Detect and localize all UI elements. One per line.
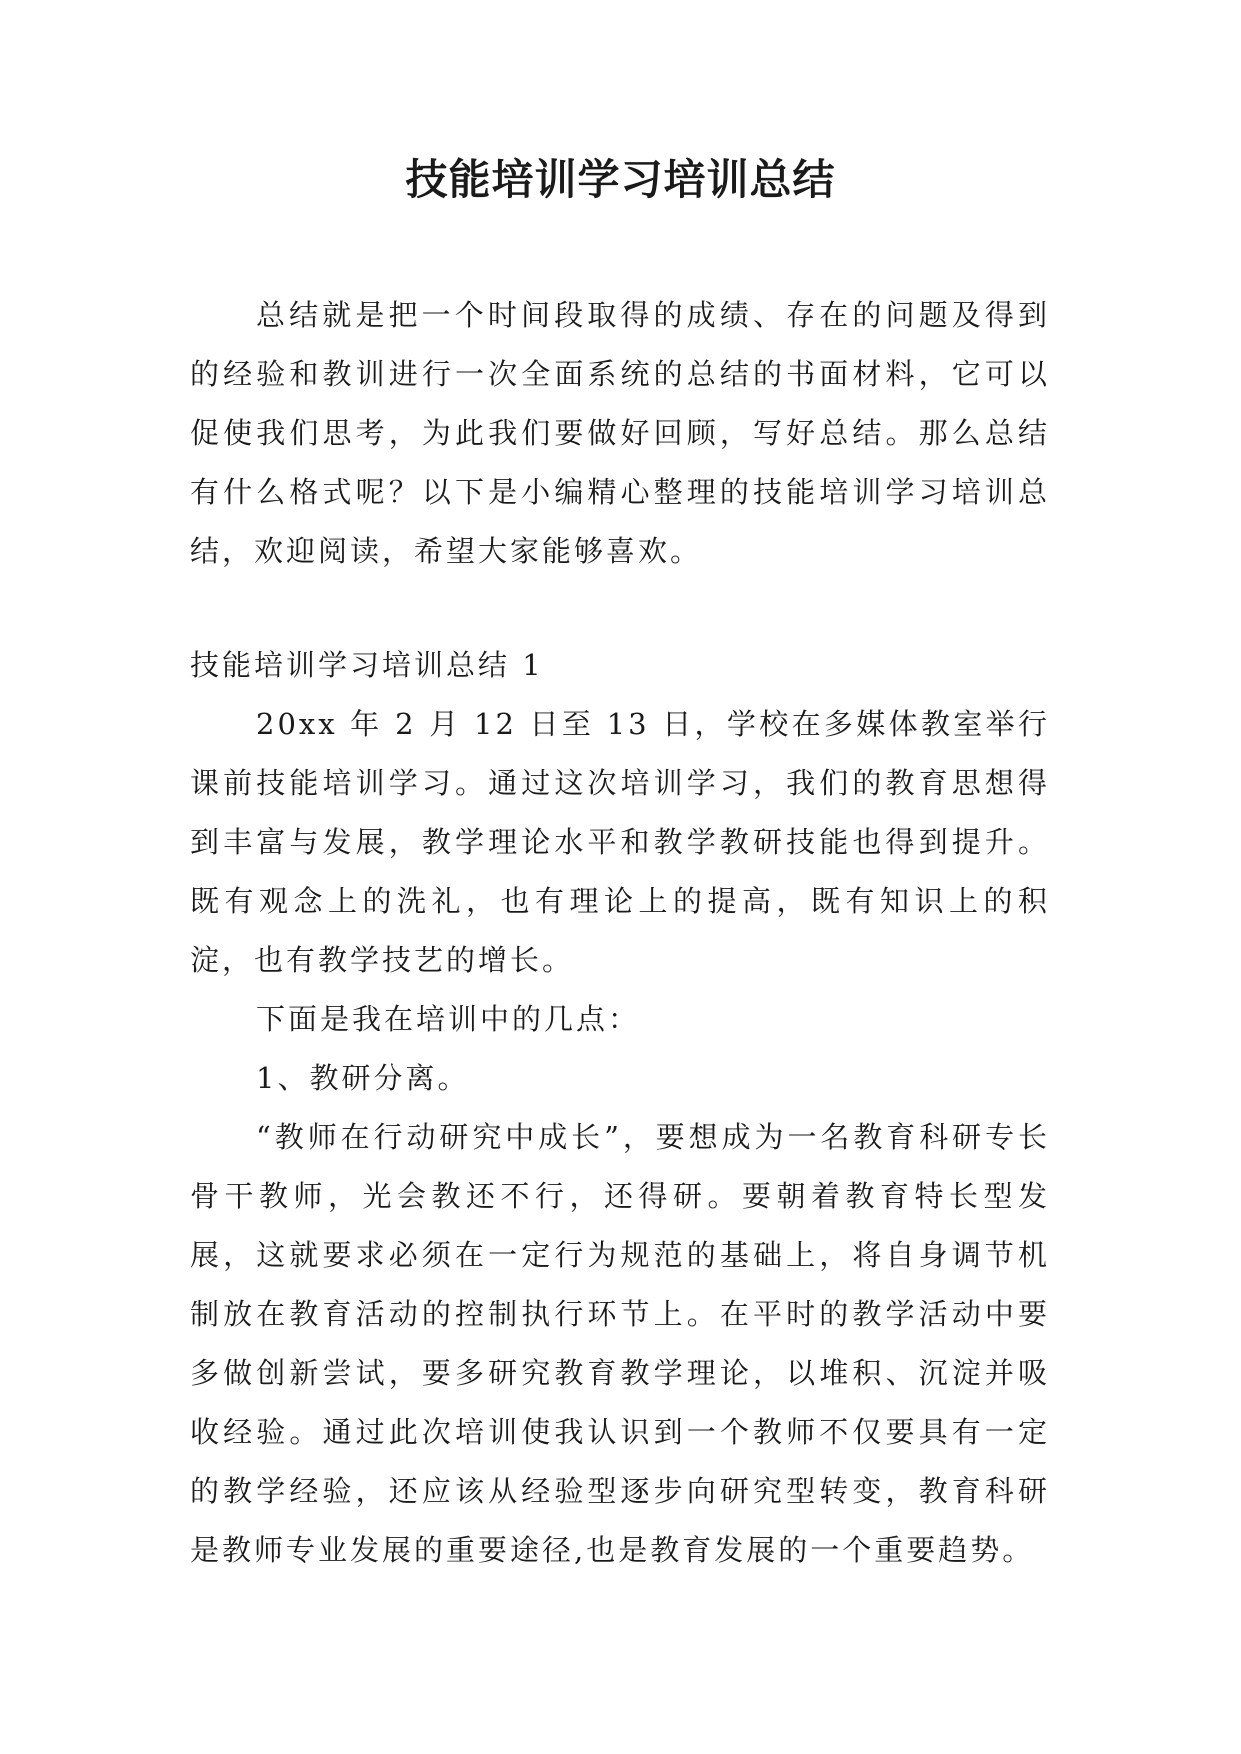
paragraph-points-intro: 下面是我在培训中的几点： — [256, 1002, 641, 1036]
paragraph-point-1-heading: 1、教研分离。 — [256, 1061, 470, 1095]
document-body — [190, 286, 1050, 1580]
document-title: 技能培训学习培训总结 — [405, 155, 836, 204]
paragraph-training-overview: 20xx 年 2 月 12 日至 13 日，学校在多媒体教室举行课前技能培训学习。通过这次培训学习，我们的教育思想得到丰富与发展，教学理论水平和教学教研技能也得到提升。既有观念上的洗礼，也有理论上的提高，既有知识上的积淀，也有教学技艺的增长。 — [190, 707, 1050, 977]
paragraph-point-1-body: “教师在行动研究中成长”，要想成为一名教育科研专长骨干教师，光会教还不行，还得研。要朝着教育特长型发展，这就要求必须在一定行为规范的基础上，将自身调节机制放在教育活动的控制执行环节上。在平时的教学活动中要多做创新尝试，要多研究教育教学理论，以堆积、沉淀并吸收经验。通过此次培训使我认识到一个教师不仅要具有一定的教学经验，还应该从经验型逐步向研究型转变，教育科研是教师专业发展的重要途径,也是教育发展的一个重要趋势。 — [190, 1120, 1050, 1567]
section-heading: 技能培训学习培训总结 1 — [190, 648, 544, 682]
intro-paragraph: 总结就是把一个时间段取得的成绩、存在的问题及得到的经验和教训进行一次全面系统的总结的书面材料，它可以促使我们思考，为此我们要做好回顾，写好总结。那么总结有什么格式呢？以下是小编精心整理的技能培训学习培训总结，欢迎阅读，希望大家能够喜欢。 — [190, 298, 1050, 568]
